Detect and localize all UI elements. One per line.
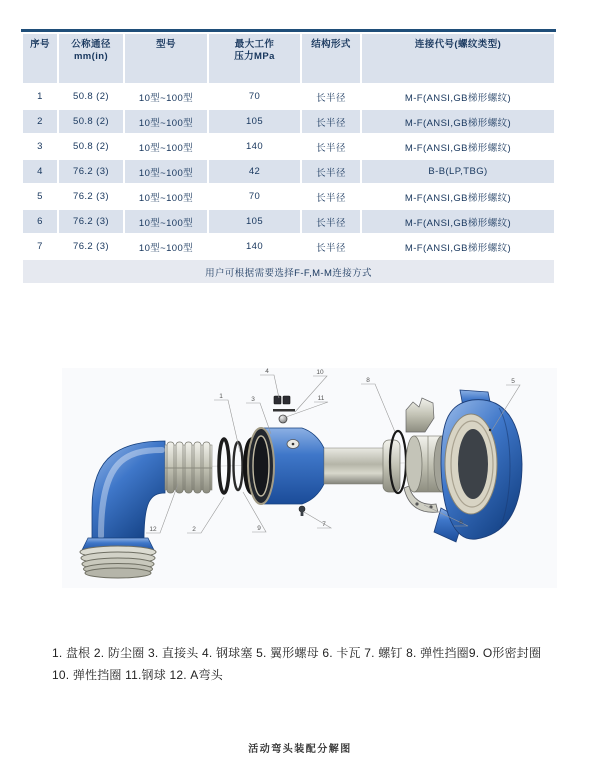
cell: 50.8 (2) <box>59 135 123 158</box>
table-row <box>23 210 554 233</box>
callout-7: 7 <box>322 521 326 528</box>
cell: 105 <box>209 210 300 233</box>
cell: 10型~100型 <box>125 235 207 258</box>
cell: M-F(ANSI,GB梯形螺纹) <box>362 135 554 158</box>
callout-10: 10 <box>316 369 324 376</box>
col-header-model: 型号 <box>125 34 207 83</box>
col-header-connection: 连接代号(螺纹类型) <box>362 34 554 83</box>
cell: 10型~100型 <box>125 210 207 233</box>
table-row <box>23 110 554 133</box>
steel-ball <box>279 415 287 423</box>
table-row <box>23 135 554 158</box>
cell: 长半径 <box>302 160 360 183</box>
cell: 140 <box>209 135 300 158</box>
callout-6: 6 <box>459 519 463 526</box>
cell: 长半径 <box>302 210 360 233</box>
cell: 长半径 <box>302 85 360 108</box>
table-row <box>23 85 554 108</box>
cell: 42 <box>209 160 300 183</box>
cell: 140 <box>209 235 300 258</box>
cell: B-B(LP,TBG) <box>362 160 554 183</box>
exploded-view-diagram <box>62 360 557 590</box>
callout-1: 1 <box>219 393 223 400</box>
cell: 105 <box>209 110 300 133</box>
footer-note: 用户可根据需要选择F-F,M-M连接方式 <box>23 260 554 283</box>
cell: M-F(ANSI,GB梯形螺纹) <box>362 185 554 208</box>
cell: 长半径 <box>302 235 360 258</box>
callout-2: 2 <box>192 526 196 533</box>
col-header-structure: 结构形式 <box>302 34 360 83</box>
col-header-seq: 序号 <box>23 34 57 83</box>
table-header-row <box>23 34 554 83</box>
ribbed-sub <box>165 442 212 493</box>
cell: M-F(ANSI,GB梯形螺纹) <box>362 110 554 133</box>
cell: 76.2 (3) <box>59 210 123 233</box>
cell: 70 <box>209 85 300 108</box>
spec-table <box>21 29 556 285</box>
parts-caption-line2: 10. 弹性挡圈 11.钢球 12. A弯头 <box>52 668 223 682</box>
callout-11: 11 <box>317 395 325 402</box>
table-footer-note-row <box>23 260 554 283</box>
steel-tube <box>324 448 386 484</box>
threaded-end <box>80 546 156 578</box>
col-header-pressure: 最大工作 压力MPa <box>209 34 300 83</box>
cell: 76.2 (3) <box>59 185 123 208</box>
cell: 长半径 <box>302 110 360 133</box>
cell: 10型~100型 <box>125 85 207 108</box>
cell: 长半径 <box>302 135 360 158</box>
cell: 10型~100型 <box>125 160 207 183</box>
col-header-diameter: 公称通径 mm(in) <box>59 34 123 83</box>
cell: 10型~100型 <box>125 185 207 208</box>
cell: 50.8 (2) <box>59 85 123 108</box>
cell: 50.8 (2) <box>59 110 123 133</box>
callout-4: 4 <box>265 368 269 375</box>
cell: 10型~100型 <box>125 135 207 158</box>
cell: 6 <box>23 210 57 233</box>
cell: M-F(ANSI,GB梯形螺纹) <box>362 85 554 108</box>
cell: 4 <box>23 160 57 183</box>
cell: 长半径 <box>302 185 360 208</box>
cell: 10型~100型 <box>125 110 207 133</box>
cell: M-F(ANSI,GB梯形螺纹) <box>362 235 554 258</box>
cell: 76.2 (3) <box>59 235 123 258</box>
callout-5: 5 <box>511 378 515 385</box>
table-row <box>23 185 554 208</box>
cell: 70 <box>209 185 300 208</box>
cell: M-F(ANSI,GB梯形螺纹) <box>362 210 554 233</box>
table-row <box>23 235 554 258</box>
figure-title: 活动弯头装配分解图 <box>248 744 352 755</box>
cell: 5 <box>23 185 57 208</box>
callout-8: 8 <box>366 377 370 384</box>
callout-12: 12 <box>149 526 157 533</box>
table-row <box>23 160 554 183</box>
cell: 2 <box>23 110 57 133</box>
callout-9: 9 <box>257 525 261 532</box>
parts-caption-line1: 1. 盘根 2. 防尘圈 3. 直接头 4. 钢球塞 5. 翼形螺母 6. 卡瓦 7. 螺钉 8. 弹性挡圈9. O形密封圈 <box>52 646 542 660</box>
cell: 76.2 (3) <box>59 160 123 183</box>
cell: 3 <box>23 135 57 158</box>
parts-caption <box>52 642 560 686</box>
cell: 7 <box>23 235 57 258</box>
cell: 1 <box>23 85 57 108</box>
callout-3: 3 <box>251 396 255 403</box>
